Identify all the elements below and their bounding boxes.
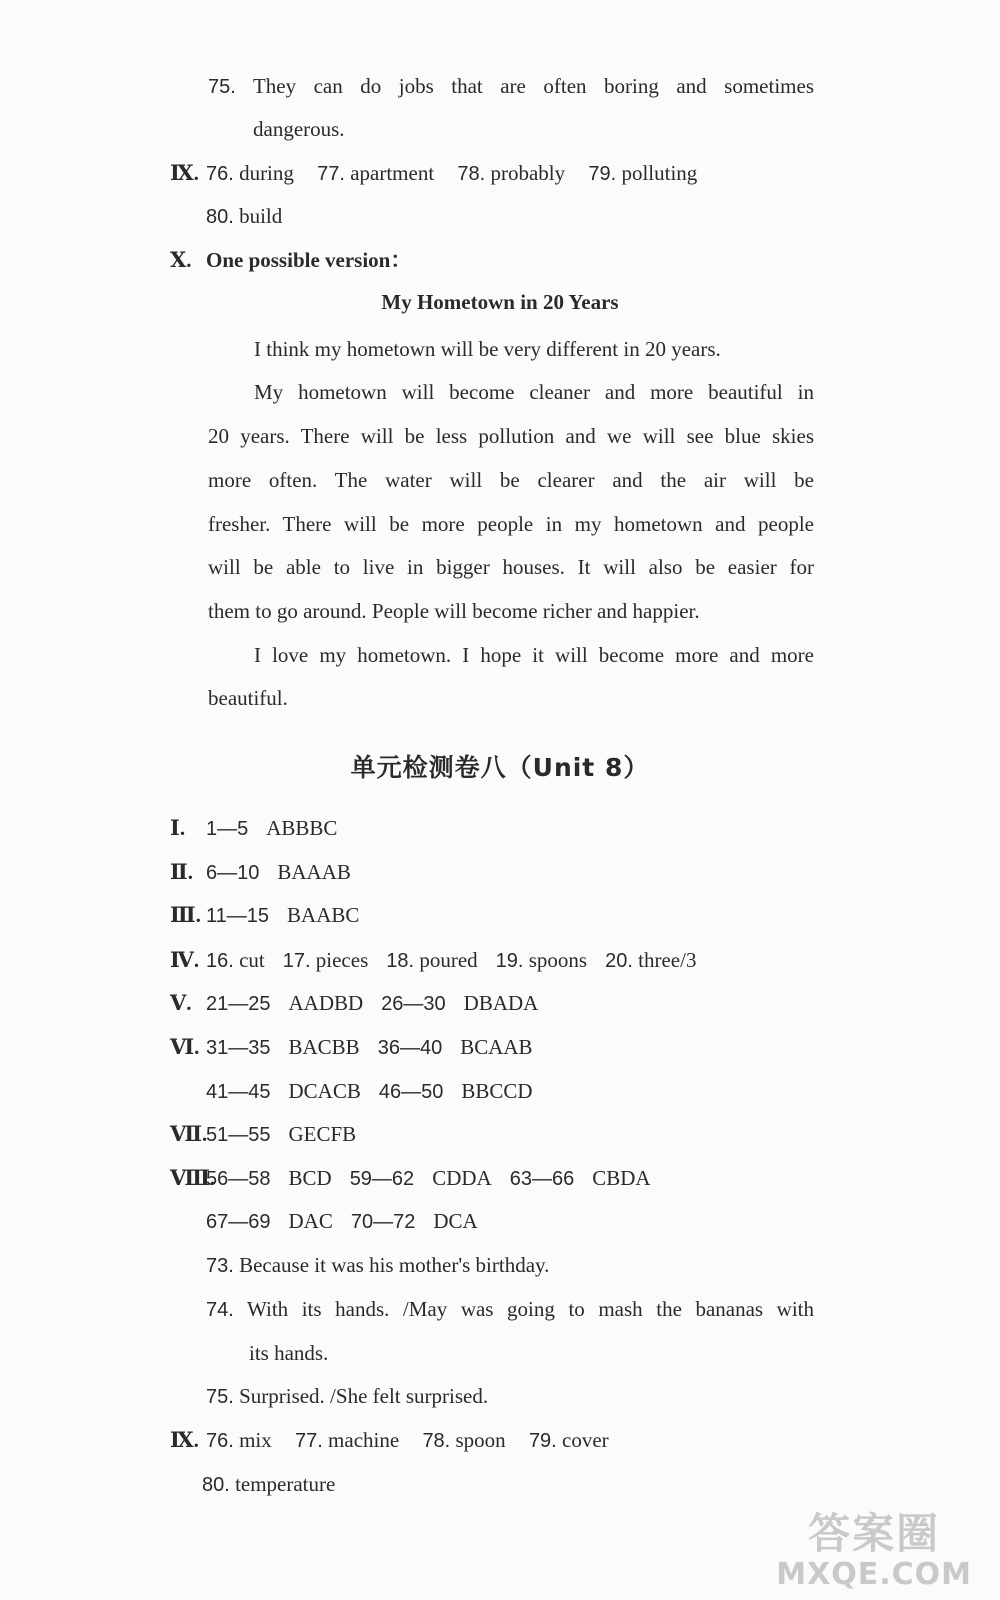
item-word: spoons xyxy=(528,948,588,972)
essay-line: My hometown will become cleaner and more beautiful in xyxy=(254,380,814,404)
item-number: 18. xyxy=(386,950,415,972)
item-number: 77. xyxy=(317,163,345,185)
item-number: 79. xyxy=(588,163,617,185)
range-label: 63—66 xyxy=(509,1168,575,1190)
section-numeral: Ⅷ. xyxy=(170,1166,216,1190)
answer-letters: DCA xyxy=(433,1209,478,1233)
item-word: three/3 xyxy=(638,948,697,972)
item-number: 16. xyxy=(206,950,234,972)
item-number: 75. xyxy=(206,1386,234,1408)
watermark-logo-text: 答案圈 xyxy=(808,1509,941,1558)
section-ix-row-80 xyxy=(202,1470,335,1499)
range-label: 31—35 xyxy=(206,1037,271,1059)
essay-line: fresher. There will be more people in my hometown and people xyxy=(208,512,814,536)
answer-row xyxy=(170,1120,356,1149)
answer-row xyxy=(170,1164,651,1193)
item-number: 80. xyxy=(202,1474,230,1496)
answer-row xyxy=(206,1207,478,1236)
item-word: polluting xyxy=(621,161,698,185)
item-number: 78. xyxy=(422,1430,451,1452)
answer-74 xyxy=(206,1295,814,1324)
range-label: 51—55 xyxy=(206,1124,271,1146)
answer-letters: DBADA xyxy=(463,991,539,1015)
answer-letters: DCACB xyxy=(288,1079,361,1103)
essay-line: them to go around. People will become richer and happier. xyxy=(208,599,700,623)
answer-74-cont: its hands. xyxy=(249,1341,329,1365)
range-label: 59—62 xyxy=(349,1168,415,1190)
item-word: mix xyxy=(239,1428,272,1452)
section-label: One possible version： xyxy=(206,248,412,272)
answer-row xyxy=(170,989,538,1018)
answer-letters: BAAAB xyxy=(277,860,351,884)
answer-75-line xyxy=(208,72,814,101)
answer-letters: BCD xyxy=(288,1166,332,1190)
answer-letters: CBDA xyxy=(592,1166,651,1190)
answer-number: 75. xyxy=(208,76,236,98)
section-x-heading xyxy=(170,246,411,274)
item-word: temperature xyxy=(235,1472,336,1496)
range-label: 21—25 xyxy=(206,993,271,1015)
section-numeral: Ⅴ. xyxy=(170,991,192,1015)
range-label: 11—15 xyxy=(206,905,270,927)
section-numeral: Ⅲ. xyxy=(170,903,201,927)
answer-row xyxy=(170,901,359,930)
answer-75-cont: dangerous. xyxy=(253,117,345,141)
section-numeral: Ⅹ. xyxy=(170,248,192,272)
answer-row xyxy=(170,814,337,843)
item-number: 74. xyxy=(206,1299,234,1321)
range-label: 56—58 xyxy=(206,1168,271,1190)
range-label: 70—72 xyxy=(350,1211,416,1233)
range-label: 1—5 xyxy=(206,818,249,840)
item-word: cover xyxy=(562,1428,609,1452)
item-number: 80. xyxy=(206,206,234,228)
unit-title: 单元检测卷八（Unit 8） xyxy=(350,753,650,782)
answer-letters: BAABC xyxy=(287,903,360,927)
essay-line: I think my hometown will be very different in 20 years. xyxy=(254,337,721,361)
section-numeral: Ⅸ. xyxy=(170,161,199,185)
section-numeral: Ⅸ. xyxy=(170,1428,199,1452)
item-number: 19. xyxy=(495,950,524,972)
item-number: 73. xyxy=(206,1255,234,1277)
answer-letters: ABBBC xyxy=(266,816,338,840)
item-word: poured xyxy=(419,948,478,972)
answer-row xyxy=(170,946,696,975)
essay-line: beautiful. xyxy=(208,686,288,710)
section-ix-row xyxy=(170,1426,609,1455)
item-number: 78. xyxy=(457,163,486,185)
item-word: spoon xyxy=(455,1428,506,1452)
item-word: machine xyxy=(328,1428,400,1452)
range-label: 67—69 xyxy=(206,1211,271,1233)
item-word: build xyxy=(239,204,283,228)
section-numeral: Ⅶ. xyxy=(170,1122,208,1146)
item-number: 77. xyxy=(294,1430,323,1452)
answer-73 xyxy=(206,1251,549,1280)
answer-row xyxy=(206,1077,533,1106)
range-label: 46—50 xyxy=(378,1081,444,1103)
answer-letters: AADBD xyxy=(288,991,364,1015)
item-number: 17. xyxy=(282,950,311,972)
essay-line: more often. The water will be clearer and the air will be xyxy=(208,468,814,492)
essay-line: 20 years. There will be less pollution and we will see blue skies xyxy=(208,424,814,448)
answer-row xyxy=(170,1033,533,1062)
item-number: 76. xyxy=(206,1430,234,1452)
section-numeral: Ⅵ. xyxy=(170,1035,200,1059)
range-label: 36—40 xyxy=(377,1037,443,1059)
answer-letters: CDDA xyxy=(432,1166,492,1190)
item-word: apartment xyxy=(350,161,435,185)
watermark-domain: MXQE.COM xyxy=(776,1557,972,1592)
range-label: 26—30 xyxy=(381,993,446,1015)
answer-text: They can do jobs that are often boring and sometimes xyxy=(252,74,814,98)
item-number: 79. xyxy=(528,1430,557,1452)
section-numeral: Ⅱ. xyxy=(170,860,193,884)
range-label: 41—45 xyxy=(206,1081,271,1103)
answer-text: Surprised. /She felt surprised. xyxy=(239,1384,489,1408)
answer-letters: BCAAB xyxy=(460,1035,533,1059)
item-word: during xyxy=(239,161,294,185)
item-word: probably xyxy=(490,161,566,185)
answer-row xyxy=(170,858,351,887)
section-numeral: Ⅳ. xyxy=(170,948,200,972)
item-word: cut xyxy=(239,948,265,972)
section-ix-row-80 xyxy=(206,202,282,231)
range-label: 6—10 xyxy=(206,862,260,884)
answer-75 xyxy=(206,1382,488,1411)
essay-line: I love my hometown. I hope it will become more and more xyxy=(254,643,814,667)
section-numeral: Ⅰ. xyxy=(170,816,186,840)
answer-text: With its hands. /May was going to mash the bananas with xyxy=(247,1297,814,1321)
item-number: 20. xyxy=(605,950,633,972)
item-word: pieces xyxy=(315,948,369,972)
answer-letters: DAC xyxy=(288,1209,333,1233)
item-number: 76. xyxy=(206,163,234,185)
answer-letters: GECFB xyxy=(288,1122,357,1146)
essay-line: will be able to live in bigger houses. It will also be easier for xyxy=(208,555,814,579)
answer-letters: BBCCD xyxy=(461,1079,533,1103)
answer-text: Because it was his mother's birthday. xyxy=(239,1253,550,1277)
essay-title: My Hometown in 20 Years xyxy=(381,290,619,314)
site-watermark xyxy=(776,1510,972,1592)
section-ix-row xyxy=(170,159,697,188)
answer-letters: BACBB xyxy=(288,1035,360,1059)
